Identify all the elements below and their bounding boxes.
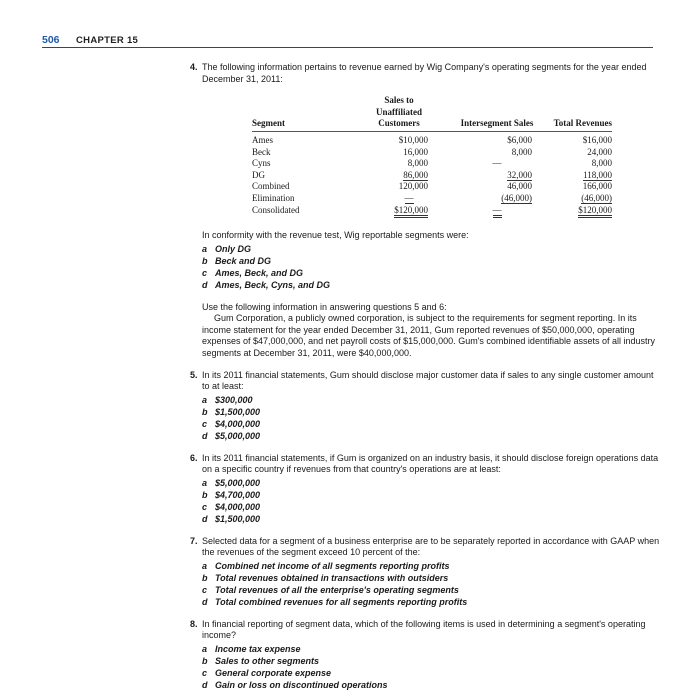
option-letter: c	[202, 268, 208, 279]
cell-value: $120,000	[394, 205, 428, 218]
answer-option[interactable]	[202, 572, 660, 584]
option-letter: c	[202, 668, 208, 679]
cell-value: (46,000)	[581, 192, 612, 203]
answer-option[interactable]	[202, 501, 660, 513]
table-cell: 24,000	[587, 146, 612, 157]
option-letter: d	[202, 431, 208, 442]
question-6	[190, 453, 660, 526]
question-7	[190, 536, 660, 609]
cell-value: (46,000)	[501, 192, 532, 203]
table-cell: 16,000	[403, 146, 428, 157]
table-cell: 8,000	[511, 146, 532, 157]
option-text: Total combined revenues for all segments reporting profits	[215, 597, 468, 608]
answer-option[interactable]	[202, 418, 660, 430]
option-text: Ames, Beck, Cyns, and DG	[215, 280, 331, 291]
option-text: $4,000,000	[215, 502, 261, 513]
question-text: The following information pertains to revenue earned by Wig Company's operating segments for the year ended December 31, 2011:	[202, 62, 647, 84]
option-letter: d	[202, 280, 208, 291]
table-cell	[364, 205, 434, 217]
table-row	[252, 181, 612, 193]
option-letter: a	[202, 643, 208, 654]
page-number: 506	[42, 34, 60, 46]
answer-option[interactable]	[202, 394, 660, 406]
option-letter: c	[202, 502, 208, 513]
option-text: General corporate expense	[215, 668, 332, 679]
cell-value: 118,000	[583, 169, 612, 180]
table-cell: $16,000	[582, 134, 612, 145]
table-cell	[364, 193, 434, 205]
column-header: Intersegment Sales	[434, 95, 540, 131]
cell-value: —	[493, 205, 502, 218]
table-cell: Combined	[252, 181, 290, 192]
table-cell	[434, 193, 540, 205]
chapter-label: CHAPTER 15	[76, 35, 139, 46]
answer-option[interactable]	[202, 243, 660, 255]
table-cell: 46,000	[507, 181, 532, 192]
option-text: Gain or loss on discontinued operations	[215, 680, 388, 691]
question-number: 5.	[190, 369, 198, 380]
answer-option[interactable]	[202, 430, 660, 442]
answer-option[interactable]	[202, 679, 660, 691]
cell-value: —	[404, 192, 414, 203]
option-letter: b	[202, 406, 208, 417]
cell-value: 32,000	[507, 169, 532, 180]
table-cell	[540, 205, 612, 217]
answer-option[interactable]	[202, 279, 660, 291]
answer-options	[202, 243, 660, 292]
question-number: 8.	[190, 618, 198, 629]
table-cell	[540, 170, 612, 182]
option-text: $5,000,000	[215, 431, 261, 442]
question-8	[190, 619, 660, 692]
cell-value: 86,000	[403, 169, 428, 180]
answer-option[interactable]	[202, 596, 660, 608]
table-body	[252, 131, 612, 216]
answer-options	[202, 394, 660, 443]
option-letter: d	[202, 514, 208, 525]
answer-options	[202, 560, 660, 609]
option-letter: b	[202, 489, 208, 500]
table-cell: 8,000	[407, 158, 428, 169]
question-text: In financial reporting of segment data, which of the following items is used in determining a segment's operating income?	[202, 618, 646, 641]
option-letter: c	[202, 419, 208, 430]
table-cell: DG	[252, 169, 265, 180]
answer-option[interactable]	[202, 513, 660, 525]
answer-option[interactable]	[202, 406, 660, 418]
table-cell: 8,000	[591, 158, 612, 169]
option-letter: a	[202, 560, 208, 571]
option-text: Beck and DG	[215, 255, 272, 266]
table-cell: Beck	[252, 146, 271, 157]
table-row	[252, 147, 612, 159]
option-letter: a	[202, 477, 208, 488]
option-text: $4,000,000	[215, 419, 261, 430]
answer-option[interactable]	[202, 655, 660, 667]
option-text: $300,000	[215, 394, 253, 405]
table-row	[252, 158, 612, 170]
question-prompt: In conformity with the revenue test, Wig reportable segments were:	[202, 230, 469, 241]
option-text: Income tax expense	[215, 643, 301, 654]
option-letter: b	[202, 572, 208, 583]
table-row	[252, 131, 612, 146]
question-text: In its 2011 financial statements, if Gum is organized on an industry basis, it should disclose foreign operations data on a specific country if revenues from that country's operations are at least:	[202, 452, 659, 475]
shared-info	[202, 302, 660, 360]
cell-value: $120,000	[578, 205, 612, 218]
answer-option[interactable]	[202, 267, 660, 279]
question-text: In its 2011 financial statements, Gum should disclose major customer data if sales to any single customer amount to at least:	[202, 369, 654, 392]
shared-info-lead: Use the following information in answering questions 5 and 6:	[202, 301, 447, 312]
answer-option[interactable]	[202, 560, 660, 572]
option-letter: b	[202, 655, 208, 666]
answer-option[interactable]	[202, 477, 660, 489]
option-text: Only DG	[215, 243, 252, 254]
option-text: $1,500,000	[215, 514, 261, 525]
option-letter: c	[202, 585, 208, 596]
column-header: Segment	[252, 95, 364, 131]
answer-option[interactable]	[202, 643, 660, 655]
table-cell: —	[492, 158, 502, 169]
shared-info-body: Gum Corporation, a publicly owned corporation, is subject to the requirements for segment reporting. In its income statement for the year ended December 31, 2011, Gum reported revenues of $50,000,000, operating expenses of $47,000,000, and net payroll costs of $15,000,000. Gum's combined identifiable assets of all industry segments at December 31, 2011, were $40,000,000.	[202, 313, 656, 358]
option-text: Ames, Beck, and DG	[215, 268, 304, 279]
column-header: Sales to Unaffiliated Customers	[364, 95, 434, 131]
answer-option[interactable]	[202, 255, 660, 267]
option-text: Sales to other segments	[215, 655, 320, 666]
table-cell	[434, 205, 540, 217]
revenue-table	[252, 95, 612, 216]
option-text: $1,500,000	[215, 406, 261, 417]
table-row	[252, 205, 612, 217]
option-text: Total revenues of all the enterprise's operating segments	[215, 585, 459, 596]
table-row	[252, 193, 612, 205]
option-letter: d	[202, 597, 208, 608]
header-rule	[42, 47, 653, 48]
question-5	[190, 370, 660, 443]
table-row	[252, 170, 612, 182]
table-cell: $6,000	[507, 134, 532, 145]
question-number: 4.	[190, 62, 198, 72]
option-letter: b	[202, 255, 208, 266]
page-content	[190, 62, 660, 692]
answer-option[interactable]	[202, 489, 660, 501]
table-cell: 120,000	[398, 181, 428, 192]
answer-option[interactable]	[202, 584, 660, 596]
table-cell: $10,000	[398, 134, 428, 145]
table-cell: Ames	[252, 134, 273, 145]
option-letter: a	[202, 243, 208, 254]
answer-option[interactable]	[202, 667, 660, 679]
table-cell	[434, 170, 540, 182]
option-text: $5,000,000	[215, 477, 261, 488]
option-text: $4,700,000	[215, 489, 261, 500]
option-text: Combined net income of all segments reporting profits	[215, 560, 450, 571]
table-cell: Cyns	[252, 158, 271, 169]
table-cell	[540, 193, 612, 205]
answer-options	[202, 643, 660, 692]
question-text: Selected data for a segment of a business enterprise are to be separately reported in accordance with GAAP when the revenues of the segment exceed 10 percent of the:	[202, 535, 660, 558]
table-cell: Elimination	[252, 192, 295, 203]
question-number: 6.	[190, 452, 198, 463]
column-header: Total Revenues	[540, 95, 612, 131]
table-cell: 166,000	[582, 181, 612, 192]
option-letter: d	[202, 680, 208, 691]
question-number: 7.	[190, 535, 198, 546]
table-cell	[364, 170, 434, 182]
option-letter: a	[202, 394, 208, 405]
table-cell: Consolidated	[252, 204, 300, 215]
answer-options	[202, 477, 660, 526]
question-4	[190, 62, 660, 292]
option-text: Total revenues obtained in transactions with outsiders	[215, 572, 449, 583]
